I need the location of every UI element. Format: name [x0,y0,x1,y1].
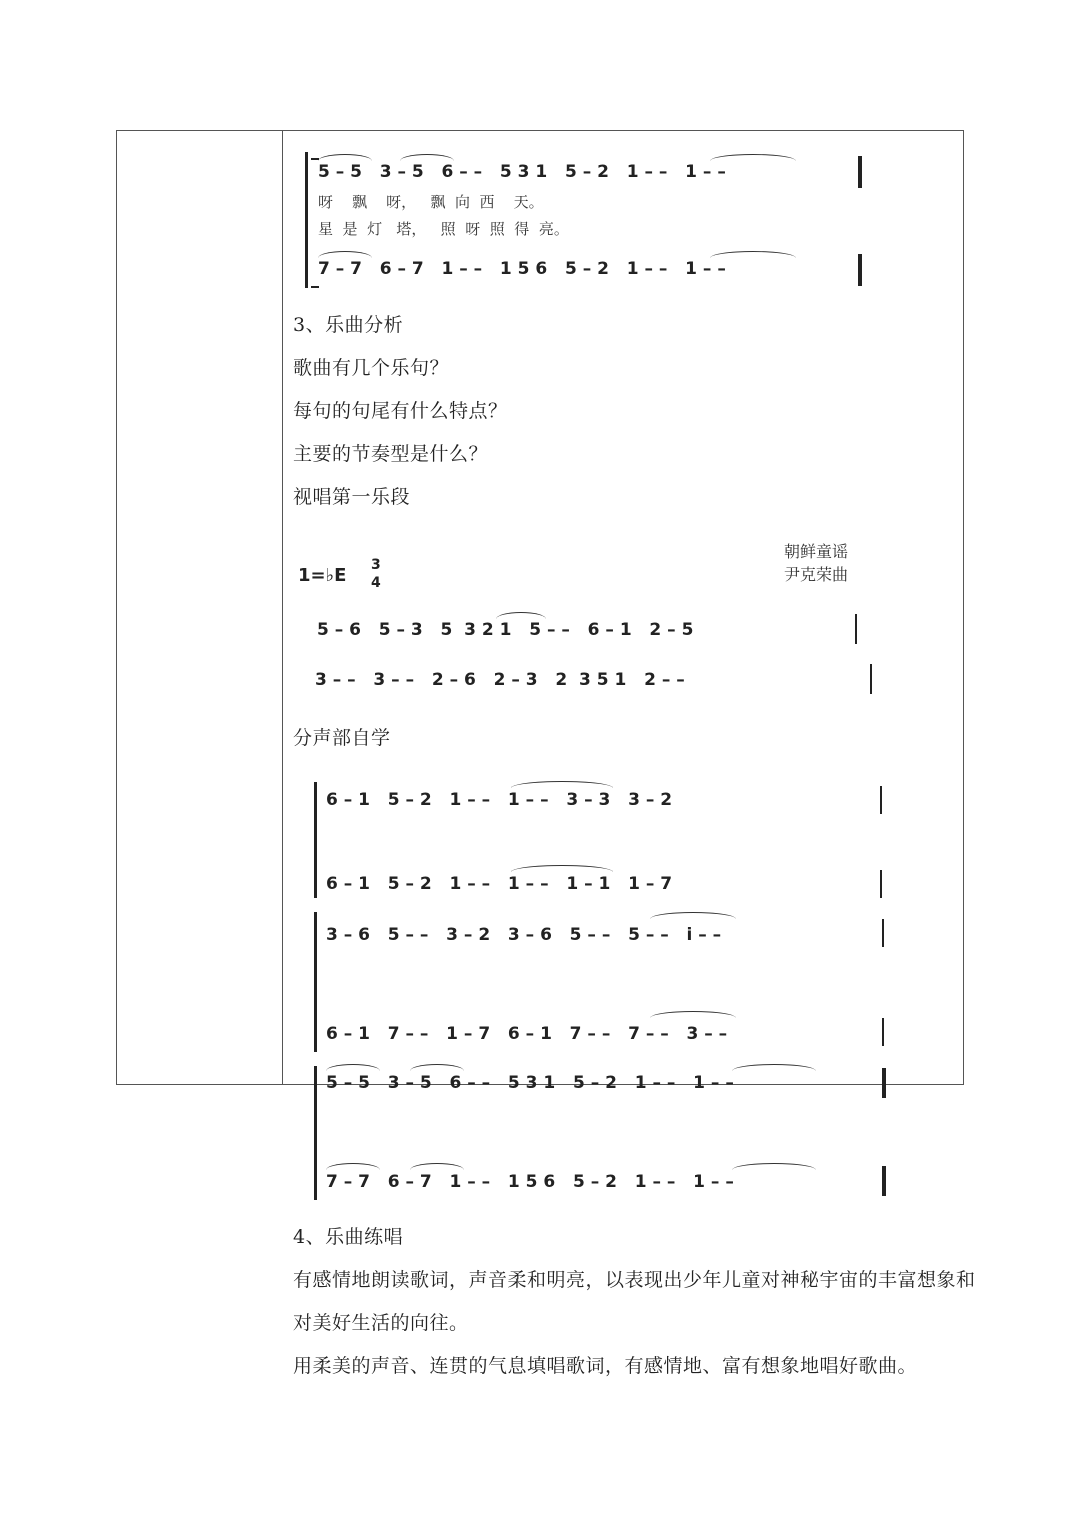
key-signature: 1=♭E [298,565,347,586]
part-study-title: 分声部自学 [293,727,391,749]
paragraph-1-line-2: 对美好生活的向往。 [293,1312,469,1334]
lyrics-verse-2: 星 是 灯 塔， 照 呀 照 得 亮。 [318,220,569,238]
alto-line-2: 6 – 1 7 – – 1 – 7 6 – 1 7 – – 7 – – 3 – – [326,1024,728,1044]
tie-mark [326,1163,380,1170]
notation-upper: 5 – 5 3 – 5 6 – – 5 3 1 5 – 2 1 – – 1 – – [318,162,726,182]
paragraph-2: 用柔美的声音、连贯的气息填唱歌词，有感情地、富有想象地唱好歌曲。 [293,1355,918,1377]
column-divider [282,130,283,1085]
final-barline [882,1068,886,1098]
final-barline [858,156,862,188]
tie-mark [732,1064,816,1071]
notation-lower: 7 – 7 6 – 7 1 – – 1 5 6 5 – 2 1 – – 1 – – [318,259,726,279]
question-3: 主要的节奏型是什么？ [293,443,489,465]
soprano-line-3: 5 – 5 3 – 5 6 – – 5 3 1 5 – 2 1 – – 1 – – [326,1073,734,1093]
tie-mark [650,1011,736,1018]
section-3-title: 3、乐曲分析 [293,314,404,336]
tie-mark [318,251,372,258]
tie-mark [410,1163,464,1170]
final-barline [882,1166,886,1196]
tie-mark [511,865,613,872]
tie-mark [318,154,372,161]
tie-mark [650,912,736,919]
origin-credit: 朝鲜童谣 [784,542,849,561]
question-2: 每句的句尾有什么特点？ [293,400,508,422]
system-bracket [314,1066,317,1200]
tie-mark [400,154,454,161]
paragraph-1-line-1: 有感情地朗读歌词，声音柔和明亮，以表现出少年儿童对神秘宇宙的丰富想象和 [293,1269,976,1291]
barline [870,664,872,694]
alto-line-1: 6 – 1 5 – 2 1 – – 1 – – 1 – 1 1 – 7 [326,874,673,894]
time-signature-top: 3 [371,557,381,573]
notation-line-1: 5 – 6 5 – 3 5 3 2 1 5 – – 6 – 1 2 – 5 [317,620,694,640]
tie-mark [326,1064,380,1071]
tie-mark [732,1163,816,1170]
tie-mark [710,154,796,161]
tie-mark [410,1064,464,1071]
soprano-line-1: 6 – 1 5 – 2 1 – – 1 – – 3 – 3 3 – 2 [326,790,673,810]
tie-mark [496,612,546,619]
system-bracket [305,152,308,288]
soprano-line-2: 3 – 6 5 – – 3 – 2 3 – 6 5 – – 5 – – i – – [326,925,722,945]
final-barline [858,254,862,286]
lyrics-verse-1: 呀 飘 呀， 飘 向 西 天。 [318,193,544,211]
tie-mark [511,781,613,788]
system-bracket [314,782,317,898]
tie-mark [710,251,796,258]
composer-credit: 尹克荣曲 [784,565,849,584]
question-1: 歌曲有几个乐句？ [293,357,450,379]
section-4-title: 4、乐曲练唱 [293,1226,404,1248]
system-bracket [314,912,317,1052]
time-signature-bottom: 4 [371,575,381,591]
barline [855,614,857,644]
alto-line-3: 7 – 7 6 – 7 1 – – 1 5 6 5 – 2 1 – – 1 – – [326,1172,734,1192]
notation-line-2: 3 – – 3 – – 2 – 6 2 – 3 2 3 5 1 2 – – [315,670,685,690]
sight-singing-label: 视唱第一乐段 [293,486,411,508]
